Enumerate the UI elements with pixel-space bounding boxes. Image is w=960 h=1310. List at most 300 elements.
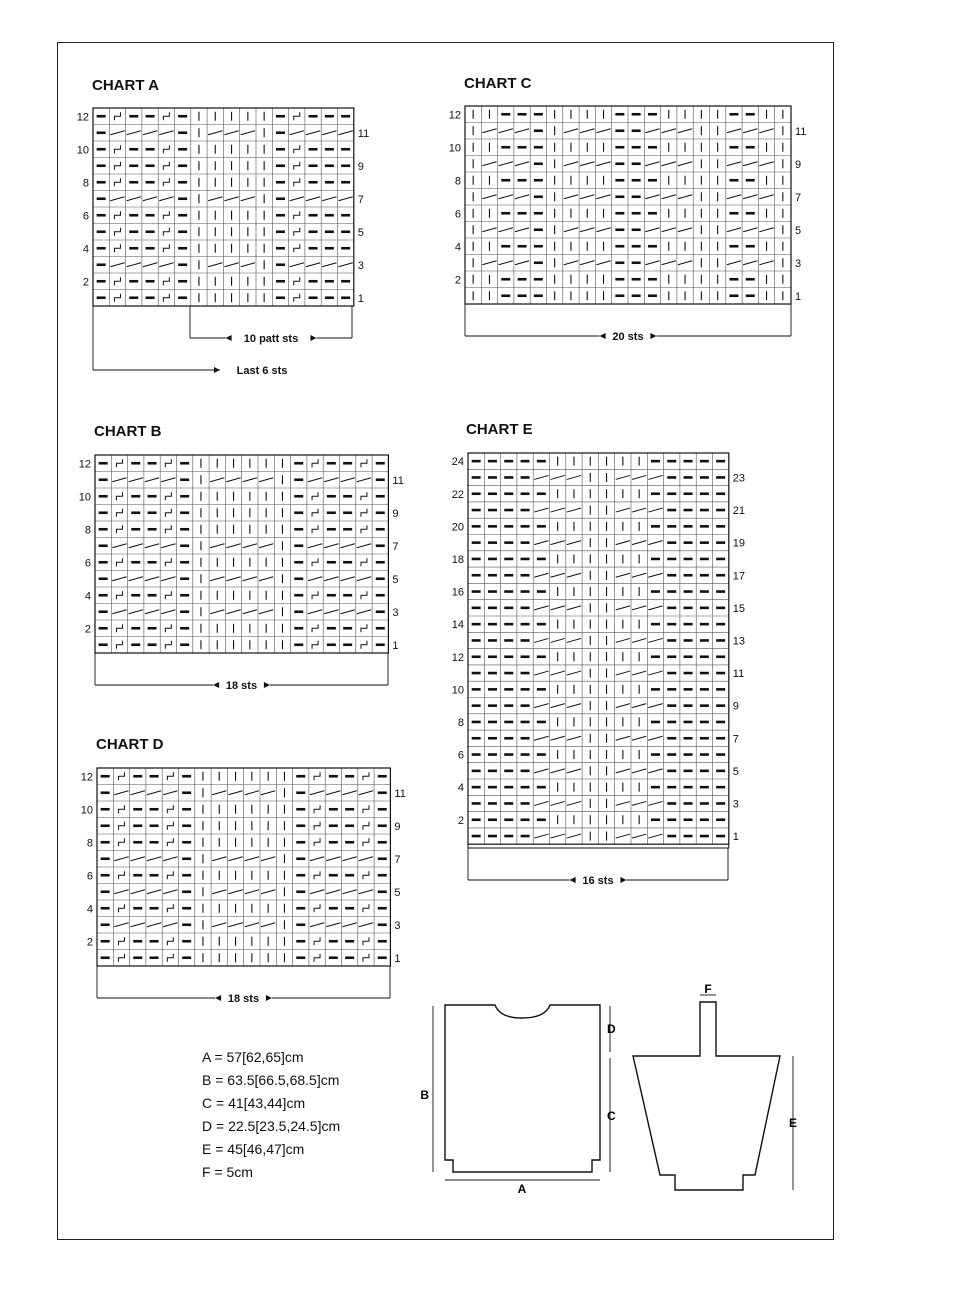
cable-symbol — [161, 577, 175, 581]
cable-symbol — [645, 129, 659, 133]
cable-symbol — [580, 129, 594, 133]
cable-symbol — [616, 541, 630, 545]
cable-symbol — [306, 197, 320, 201]
row-number-right: 17 — [732, 570, 746, 583]
cable-symbol — [534, 508, 548, 512]
cable-symbol — [616, 801, 630, 805]
row-number-left: 2 — [86, 936, 93, 949]
twist-symbol — [314, 904, 320, 912]
cable-symbol — [310, 890, 324, 894]
row-number-right: 1 — [357, 292, 364, 305]
cable-symbol — [143, 197, 157, 201]
cable-symbol — [648, 834, 662, 838]
cable-symbol — [534, 704, 548, 708]
cable-symbol — [131, 791, 145, 795]
cable-symbol — [648, 541, 662, 545]
cable-symbol — [551, 671, 565, 675]
cable-symbol — [114, 791, 128, 795]
cable-symbol — [551, 475, 565, 479]
cable-symbol — [259, 478, 273, 482]
cable-symbol — [129, 610, 143, 614]
cable-symbol — [534, 573, 548, 577]
cable-symbol — [210, 478, 224, 482]
twist-symbol — [312, 624, 318, 632]
twist-symbol — [118, 838, 124, 846]
cable-symbol — [551, 736, 565, 740]
cable-symbol — [147, 791, 161, 795]
cable-symbol — [648, 769, 662, 773]
twist-symbol — [312, 591, 318, 599]
cable-symbol — [678, 195, 692, 199]
cable-symbol — [743, 129, 757, 133]
cable-symbol — [596, 162, 610, 166]
row-number-right: 1 — [795, 290, 802, 303]
cable-symbol — [632, 704, 646, 708]
twist-symbol — [361, 624, 367, 632]
dim-arrowhead — [600, 333, 606, 339]
cable-symbol — [228, 890, 242, 894]
cable-symbol — [210, 577, 224, 581]
cable-symbol — [534, 475, 548, 479]
cable-symbol — [357, 577, 371, 581]
cable-symbol — [580, 228, 594, 232]
cable-symbol — [499, 129, 513, 133]
row-number-right: 9 — [357, 160, 364, 173]
twist-symbol — [114, 228, 120, 236]
cable-symbol — [339, 131, 353, 135]
label-f: F — [704, 982, 712, 996]
cable-symbol — [632, 834, 646, 838]
cable-symbol — [343, 890, 357, 894]
cable-symbol — [310, 923, 324, 927]
cable-symbol — [648, 475, 662, 479]
row-number-right: 3 — [795, 257, 802, 270]
cable-symbol — [564, 261, 578, 265]
twist-symbol — [163, 112, 169, 120]
cable-symbol — [308, 478, 322, 482]
twist-symbol — [314, 822, 320, 830]
cable-symbol — [515, 228, 529, 232]
cable-symbol — [114, 890, 128, 894]
cable-symbol — [596, 228, 610, 232]
measurements-list — [202, 1046, 340, 1184]
cable-symbol — [359, 923, 373, 927]
twist-symbol — [312, 641, 318, 649]
cable-symbol — [290, 197, 304, 201]
twist-symbol — [363, 838, 369, 846]
dim-label: 20 sts — [612, 331, 644, 343]
twist-symbol — [118, 772, 124, 780]
row-number-right: 9 — [394, 820, 401, 833]
cable-symbol — [632, 736, 646, 740]
cable-symbol — [499, 228, 513, 232]
cable-symbol — [616, 606, 630, 610]
cable-symbol — [534, 541, 548, 545]
cable-symbol — [580, 195, 594, 199]
cable-symbol — [645, 228, 659, 232]
cable-symbol — [339, 197, 353, 201]
cable-symbol — [759, 162, 773, 166]
cable-symbol — [515, 129, 529, 133]
twist-symbol — [314, 772, 320, 780]
cable-symbol — [159, 197, 173, 201]
cable-symbol — [551, 801, 565, 805]
cable-symbol — [759, 261, 773, 265]
cable-symbol — [551, 508, 565, 512]
cable-symbol — [499, 162, 513, 166]
twist-symbol — [294, 228, 300, 236]
row-number-left: 10 — [80, 804, 93, 817]
chart-d — [81, 736, 406, 1005]
twist-symbol — [165, 591, 171, 599]
row-number-left: 6 — [454, 208, 461, 221]
twist-symbol — [314, 871, 320, 879]
cable-symbol — [131, 923, 145, 927]
cable-symbol — [161, 478, 175, 482]
twist-symbol — [165, 509, 171, 517]
row-number-left: 12 — [78, 458, 91, 471]
cable-symbol — [567, 475, 581, 479]
cable-symbol — [245, 791, 259, 795]
cable-symbol — [226, 610, 240, 614]
dim-arrowhead — [213, 682, 219, 688]
twist-symbol — [163, 294, 169, 302]
cable-symbol — [129, 577, 143, 581]
cable-symbol — [226, 544, 240, 548]
twist-symbol — [167, 904, 173, 912]
cable-symbol — [551, 704, 565, 708]
twist-symbol — [361, 591, 367, 599]
cable-symbol — [632, 769, 646, 773]
cable-symbol — [648, 801, 662, 805]
row-number-right: 5 — [394, 886, 401, 899]
cable-symbol — [290, 131, 304, 135]
cable-symbol — [632, 541, 646, 545]
cable-symbol — [567, 671, 581, 675]
cable-symbol — [662, 228, 676, 232]
twist-symbol — [363, 937, 369, 945]
twist-symbol — [314, 954, 320, 962]
cable-symbol — [161, 610, 175, 614]
dim-arrowhead — [570, 877, 576, 883]
twist-symbol — [165, 459, 171, 467]
twist-symbol — [114, 211, 120, 219]
cable-symbol — [616, 671, 630, 675]
cable-symbol — [324, 577, 338, 581]
cable-symbol — [261, 857, 275, 861]
cable-symbol — [743, 261, 757, 265]
cable-symbol — [339, 263, 353, 267]
twist-symbol — [114, 244, 120, 252]
twist-symbol — [118, 871, 124, 879]
twist-symbol — [116, 591, 122, 599]
row-number-right: 5 — [795, 224, 802, 237]
row-number-right: 3 — [357, 259, 364, 272]
cable-symbol — [727, 261, 741, 265]
cable-symbol — [359, 857, 373, 861]
row-number-left: 10 — [76, 144, 89, 157]
sleeve-outline — [633, 1002, 780, 1190]
body-outline — [445, 1005, 600, 1172]
cable-symbol — [127, 197, 141, 201]
cable-symbol — [596, 195, 610, 199]
twist-symbol — [165, 525, 171, 533]
cable-symbol — [662, 261, 676, 265]
twist-symbol — [167, 772, 173, 780]
row-number-left: 8 — [86, 837, 93, 850]
cable-symbol — [567, 541, 581, 545]
cable-symbol — [324, 610, 338, 614]
cable-symbol — [110, 263, 124, 267]
cable-symbol — [147, 857, 161, 861]
row-number-left: 2 — [454, 274, 461, 287]
twist-symbol — [361, 509, 367, 517]
cable-symbol — [567, 508, 581, 512]
twist-symbol — [163, 178, 169, 186]
cable-symbol — [632, 475, 646, 479]
row-number-right: 7 — [392, 540, 399, 553]
cable-symbol — [648, 671, 662, 675]
cable-symbol — [224, 131, 238, 135]
chart-b — [79, 423, 404, 692]
cable-symbol — [616, 638, 630, 642]
cable-symbol — [127, 131, 141, 135]
cable-symbol — [564, 228, 578, 232]
cable-symbol — [243, 544, 257, 548]
row-number-right: 7 — [357, 193, 364, 206]
cable-symbol — [359, 890, 373, 894]
twist-symbol — [114, 145, 120, 153]
cable-symbol — [212, 923, 226, 927]
twist-symbol — [167, 838, 173, 846]
row-number-right: 11 — [394, 787, 406, 800]
dim-label: 16 sts — [582, 875, 614, 887]
cable-symbol — [261, 791, 275, 795]
row-number-left: 4 — [457, 782, 464, 795]
twist-symbol — [312, 509, 318, 517]
cable-symbol — [662, 129, 676, 133]
cable-symbol — [243, 478, 257, 482]
cable-symbol — [616, 475, 630, 479]
cable-symbol — [208, 263, 222, 267]
cable-symbol — [567, 638, 581, 642]
row-number-right: 1 — [392, 639, 399, 652]
row-number-right: 3 — [392, 606, 399, 619]
dim-arrowhead — [620, 877, 626, 883]
row-number-left: 2 — [82, 276, 89, 289]
cable-symbol — [564, 162, 578, 166]
cable-symbol — [662, 195, 676, 199]
measurement-f: F = 5cm — [202, 1164, 253, 1180]
twist-symbol — [118, 822, 124, 830]
twist-symbol — [361, 459, 367, 467]
cable-symbol — [259, 577, 273, 581]
cable-symbol — [226, 577, 240, 581]
cable-symbol — [632, 801, 646, 805]
twist-symbol — [314, 805, 320, 813]
cable-symbol — [759, 195, 773, 199]
cable-symbol — [515, 195, 529, 199]
row-number-left: 12 — [448, 109, 461, 122]
dim-arrowhead — [226, 335, 232, 341]
row-number-right: 5 — [357, 226, 364, 239]
cable-symbol — [648, 573, 662, 577]
cable-symbol — [727, 162, 741, 166]
cable-symbol — [567, 801, 581, 805]
cable-symbol — [551, 638, 565, 642]
cable-symbol — [616, 508, 630, 512]
cable-symbol — [616, 704, 630, 708]
twist-symbol — [363, 954, 369, 962]
cable-symbol — [322, 263, 336, 267]
dim-arrowhead — [214, 367, 220, 373]
cable-symbol — [662, 162, 676, 166]
cable-symbol — [743, 195, 757, 199]
label-c: C — [607, 1109, 616, 1123]
cable-symbol — [326, 791, 340, 795]
cable-symbol — [226, 478, 240, 482]
cable-symbol — [727, 129, 741, 133]
cable-symbol — [515, 162, 529, 166]
measurement-a: A = 57[62,65]cm — [202, 1049, 304, 1065]
row-number-left: 12 — [80, 771, 93, 784]
twist-symbol — [312, 459, 318, 467]
twist-symbol — [167, 937, 173, 945]
row-number-right: 9 — [392, 507, 399, 520]
twist-symbol — [116, 624, 122, 632]
twist-symbol — [312, 525, 318, 533]
cable-symbol — [131, 857, 145, 861]
cable-symbol — [208, 197, 222, 201]
twist-symbol — [163, 244, 169, 252]
cable-symbol — [534, 801, 548, 805]
cable-symbol — [163, 923, 177, 927]
cable-symbol — [499, 195, 513, 199]
cable-symbol — [678, 129, 692, 133]
chart-a — [77, 77, 369, 377]
twist-symbol — [163, 228, 169, 236]
cable-symbol — [112, 478, 126, 482]
label-e: E — [789, 1116, 798, 1130]
cable-symbol — [228, 791, 242, 795]
measurement-d: D = 22.5[23.5,24.5]cm — [202, 1118, 341, 1134]
row-number-right: 13 — [732, 635, 746, 648]
cable-symbol — [534, 671, 548, 675]
dim-label: 18 sts — [225, 680, 258, 692]
cable-symbol — [224, 263, 238, 267]
cable-symbol — [632, 638, 646, 642]
chart-title: CHART A — [92, 77, 159, 94]
cable-symbol — [534, 606, 548, 610]
twist-symbol — [361, 492, 367, 500]
cable-symbol — [322, 131, 336, 135]
row-number-left: 6 — [84, 557, 91, 570]
chart-c — [449, 75, 807, 343]
cable-symbol — [131, 890, 145, 894]
cable-symbol — [241, 263, 255, 267]
row-number-right: 9 — [795, 158, 802, 171]
twist-symbol — [114, 162, 120, 170]
row-number-left: 6 — [82, 210, 89, 223]
cable-symbol — [212, 791, 226, 795]
twist-symbol — [165, 624, 171, 632]
row-number-right: 23 — [732, 472, 746, 485]
cable-symbol — [564, 195, 578, 199]
cable-symbol — [145, 577, 159, 581]
row-number-right: 5 — [732, 765, 739, 778]
cable-symbol — [261, 923, 275, 927]
cable-symbol — [482, 162, 496, 166]
cable-symbol — [648, 736, 662, 740]
cable-symbol — [224, 197, 238, 201]
cable-symbol — [551, 606, 565, 610]
cable-symbol — [678, 162, 692, 166]
cable-symbol — [112, 610, 126, 614]
cable-symbol — [648, 606, 662, 610]
twist-symbol — [114, 178, 120, 186]
measurement-b: B = 63.5[66.5,68.5]cm — [202, 1072, 340, 1088]
twist-symbol — [314, 937, 320, 945]
cable-symbol — [567, 573, 581, 577]
cable-symbol — [678, 261, 692, 265]
cable-symbol — [326, 890, 340, 894]
cable-symbol — [161, 544, 175, 548]
cable-symbol — [259, 544, 273, 548]
row-number-left: 4 — [86, 903, 93, 916]
cable-symbol — [567, 704, 581, 708]
twist-symbol — [163, 162, 169, 170]
row-number-left: 22 — [451, 488, 464, 501]
twist-symbol — [163, 145, 169, 153]
twist-symbol — [114, 112, 120, 120]
dim-arrowhead — [310, 335, 316, 341]
twist-symbol — [167, 871, 173, 879]
cable-symbol — [129, 478, 143, 482]
cable-symbol — [616, 736, 630, 740]
twist-symbol — [116, 641, 122, 649]
cable-symbol — [324, 478, 338, 482]
cable-symbol — [341, 610, 355, 614]
row-number-right: 3 — [732, 798, 739, 811]
cable-symbol — [112, 577, 126, 581]
cable-symbol — [551, 573, 565, 577]
row-number-left: 8 — [454, 175, 461, 188]
row-number-left: 10 — [451, 684, 464, 697]
dim-arrowhead — [266, 995, 272, 1001]
cable-symbol — [596, 129, 610, 133]
row-number-left: 24 — [451, 456, 464, 469]
cable-symbol — [261, 890, 275, 894]
cable-symbol — [632, 606, 646, 610]
twist-symbol — [363, 822, 369, 830]
cable-symbol — [147, 890, 161, 894]
cable-symbol — [645, 162, 659, 166]
cable-symbol — [727, 228, 741, 232]
cable-symbol — [306, 263, 320, 267]
cable-symbol — [564, 129, 578, 133]
row-number-right: 1 — [732, 831, 739, 844]
twist-symbol — [167, 805, 173, 813]
cable-symbol — [482, 129, 496, 133]
cable-symbol — [143, 263, 157, 267]
cable-symbol — [114, 857, 128, 861]
cable-symbol — [145, 478, 159, 482]
cable-symbol — [743, 162, 757, 166]
cable-symbol — [308, 577, 322, 581]
row-number-right: 3 — [394, 919, 401, 932]
cable-symbol — [228, 857, 242, 861]
cable-symbol — [645, 261, 659, 265]
